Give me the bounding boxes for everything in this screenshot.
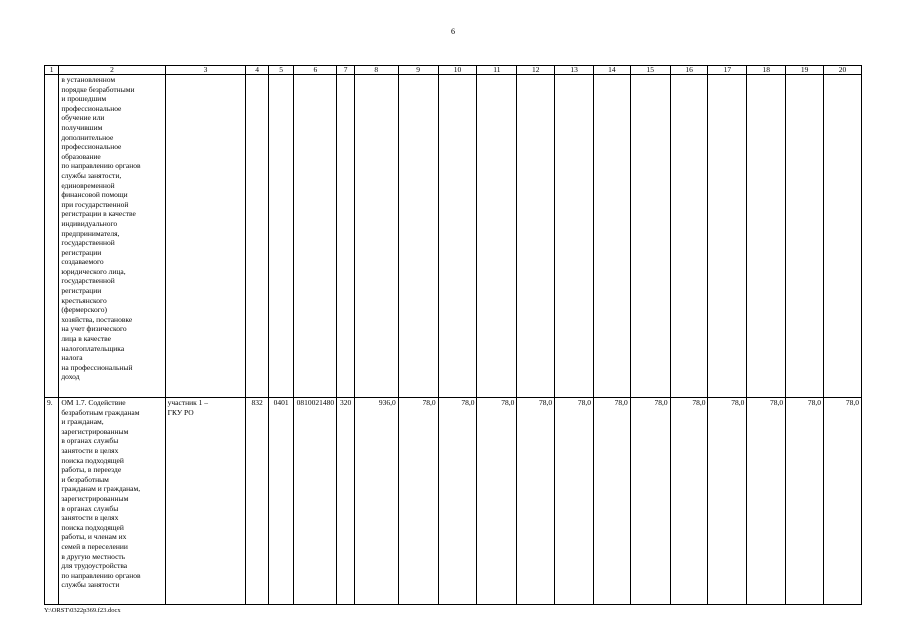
year-value-cell: 78,0 bbox=[398, 398, 438, 605]
section-code-cell: 0401 bbox=[268, 398, 294, 605]
measure-name-cell: в установленном порядке безработными и прошедшим профессиональное обучение или получившим дополнительное профессиональное образование по направлению органов службы занятости, единовременной финансовой помощи при государственной регистрации в качестве индивидуального предпринимателя, государственной регистрации создаваемого юридического лица, государственной регистрации крестьянского (фермерского) хозяйства, постановке на учет физического лица в качестве налогоплательщика налога на профессиональный доход bbox=[59, 75, 165, 398]
header-cell: 11 bbox=[477, 66, 517, 75]
total-value-cell: 936,0 bbox=[354, 398, 398, 605]
table-cell bbox=[517, 75, 555, 398]
year-value-cell: 78,0 bbox=[630, 398, 670, 605]
header-cell: 20 bbox=[824, 66, 862, 75]
table-cell bbox=[294, 75, 337, 398]
year-value-cell: 78,0 bbox=[477, 398, 517, 605]
table-cell bbox=[670, 75, 708, 398]
table-cell bbox=[824, 75, 862, 398]
table-cell bbox=[708, 75, 747, 398]
header-cell: 3 bbox=[165, 66, 246, 75]
year-value-cell: 78,0 bbox=[824, 398, 862, 605]
row-number-cell: 9. bbox=[45, 398, 59, 605]
table-cell bbox=[555, 75, 594, 398]
year-value-cell: 78,0 bbox=[593, 398, 630, 605]
header-cell: 9 bbox=[398, 66, 438, 75]
table-cell bbox=[477, 75, 517, 398]
table-cell bbox=[438, 75, 477, 398]
table-cell bbox=[337, 75, 354, 398]
header-cell: 15 bbox=[630, 66, 670, 75]
header-cell: 18 bbox=[747, 66, 786, 75]
document-path-footer: Y:\ORST\0322p369.f23.docx bbox=[44, 607, 121, 614]
table-cell bbox=[165, 75, 246, 398]
grbs-code-cell: 832 bbox=[246, 398, 268, 605]
table-row-9 bbox=[45, 398, 862, 605]
column-number-row bbox=[45, 66, 862, 75]
header-cell: 10 bbox=[438, 66, 477, 75]
year-value-cell: 78,0 bbox=[670, 398, 708, 605]
year-value-cell: 78,0 bbox=[555, 398, 594, 605]
header-cell: 14 bbox=[593, 66, 630, 75]
header-cell: 6 bbox=[294, 66, 337, 75]
year-value-cell: 78,0 bbox=[786, 398, 824, 605]
header-cell: 1 bbox=[45, 66, 59, 75]
table-row-continuation bbox=[45, 75, 862, 398]
header-cell: 5 bbox=[268, 66, 294, 75]
header-cell: 12 bbox=[517, 66, 555, 75]
table-cell bbox=[268, 75, 294, 398]
table-cell bbox=[593, 75, 630, 398]
table-cell bbox=[354, 75, 398, 398]
year-value-cell: 78,0 bbox=[438, 398, 477, 605]
budget-table bbox=[44, 65, 862, 605]
table-cell bbox=[246, 75, 268, 398]
header-cell: 4 bbox=[246, 66, 268, 75]
header-cell: 16 bbox=[670, 66, 708, 75]
header-cell: 19 bbox=[786, 66, 824, 75]
table-cell bbox=[45, 75, 59, 398]
year-value-cell: 78,0 bbox=[517, 398, 555, 605]
header-cell: 2 bbox=[59, 66, 165, 75]
page-number: 6 bbox=[451, 27, 455, 36]
measure-name-cell: ОМ 1.7. Содействие безработным гражданам и гражданам, зарегистрированным в органах службы занятости в целях поиска подходящей работы, в переезде и безработным гражданам и гражданам, зарегистрированным в органах службы занятости в целях поиска подходящей работы, и членам их семей в переселении в другую местность для трудоустройства по направлению органов службы занятости bbox=[59, 398, 165, 605]
header-cell: 7 bbox=[337, 66, 354, 75]
participant-cell: участник 1 – ГКУ РО bbox=[165, 398, 246, 605]
header-cell: 17 bbox=[708, 66, 747, 75]
year-value-cell: 78,0 bbox=[708, 398, 747, 605]
year-value-cell: 78,0 bbox=[747, 398, 786, 605]
header-cell: 13 bbox=[555, 66, 594, 75]
table-cell bbox=[630, 75, 670, 398]
table-cell bbox=[786, 75, 824, 398]
target-article-cell: 0810021480 bbox=[294, 398, 337, 605]
table-cell bbox=[398, 75, 438, 398]
expense-type-cell: 320 bbox=[337, 398, 354, 605]
table-cell bbox=[747, 75, 786, 398]
header-cell: 8 bbox=[354, 66, 398, 75]
